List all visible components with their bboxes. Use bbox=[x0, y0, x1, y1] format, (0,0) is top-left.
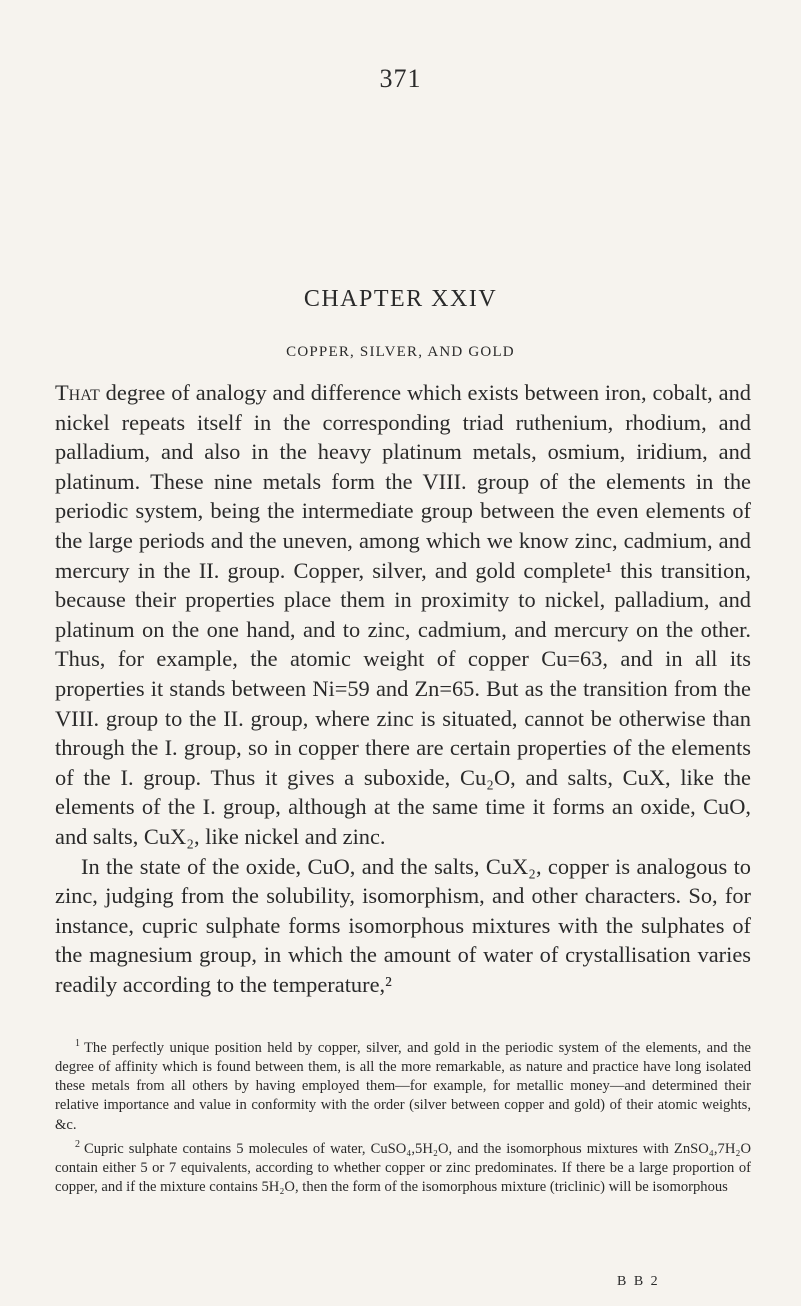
footnote-1-mark: 1 bbox=[75, 1038, 80, 1049]
page-number: 371 bbox=[379, 64, 422, 93]
footnotes bbox=[55, 1034, 751, 1197]
paragraph-1 bbox=[55, 378, 751, 852]
paragraph-2: In the state of the oxide, CuO, and the salts, CuX₂, copper is analogous to zinc, judging from the solubility, isomorphism, and other characters. So, for instance, cupric sulphate forms isomorphous mixtures with the sulphates of the magnesium group, in which the amount of water of crystallisation varies readily according to the temperature,² bbox=[55, 853, 751, 997]
paragraph-1-lead-word: That bbox=[55, 380, 100, 405]
footnote-1-text: The perfectly unique position held by copper, silver, and gold in the periodic system of the elements, and the degree of affinity which is found between them, is all the more remarkable, as nature and practice have long isolated these metals from all others by having employed them—for example, for metallic money—and determined their relative importance and value in conformity with the order (silver between copper and gold) of their atomic weights, &c. bbox=[55, 1039, 751, 1133]
footnote-2 bbox=[55, 1135, 751, 1197]
paragraph-1-text: degree of analogy and difference which exists between iron, cobalt, and nickel repeats itself in the corresponding triad ruthenium, rhodium, and palladium, and also in the heavy platinum metals, osmium, iridium, and platinum. These nine metals form the VIII. group of the elements in the periodic system, being the intermediate group between the even elements of the large periods and the uneven, among which we know zinc, cadmium, and mercury in the II. group. Copper, silver, and gold complete¹ this transition, because their properties place them in proximity to nickel, palladium, and platinum on the one hand, and to zinc, cadmium, and mercury on the other. Thus, for example, the atomic weight of copper Cu=63, and in all its properties it stands between Ni=59 and Zn=65. But as the transition from the VIII. group to the II. group, where zinc is situated, cannot be otherwise than through the I. group, so in copper there are certain properties of the elements of the I. group. Thus it gives a suboxide, Cu₂O, and salts, CuX, like the elements of the I. group, although at the same time it forms an oxide, CuO, and salts, CuX₂, like nickel and zinc. bbox=[55, 380, 751, 849]
footnote-2-text: Cupric sulphate contains 5 molecules of water, CuSO₄,5H₂O, and the isomorphous mixtures with ZnSO₄,7H₂O contain either 5 or 7 equivalents, according to whether copper or zinc predominates. If there be a large proportion of copper, and if the mixture contains 5H₂O, then the form of the isomorphous mixture (triclinic) will be isomorphous bbox=[55, 1140, 751, 1196]
chapter-subtitle: COPPER, SILVER, AND GOLD bbox=[286, 344, 515, 360]
signature-mark: B B 2 bbox=[617, 1274, 660, 1289]
footnote-1 bbox=[55, 1034, 751, 1135]
chapter-title: CHAPTER XXIV bbox=[303, 286, 498, 312]
body-text bbox=[55, 378, 751, 999]
footnote-2-mark: 2 bbox=[75, 1138, 80, 1150]
